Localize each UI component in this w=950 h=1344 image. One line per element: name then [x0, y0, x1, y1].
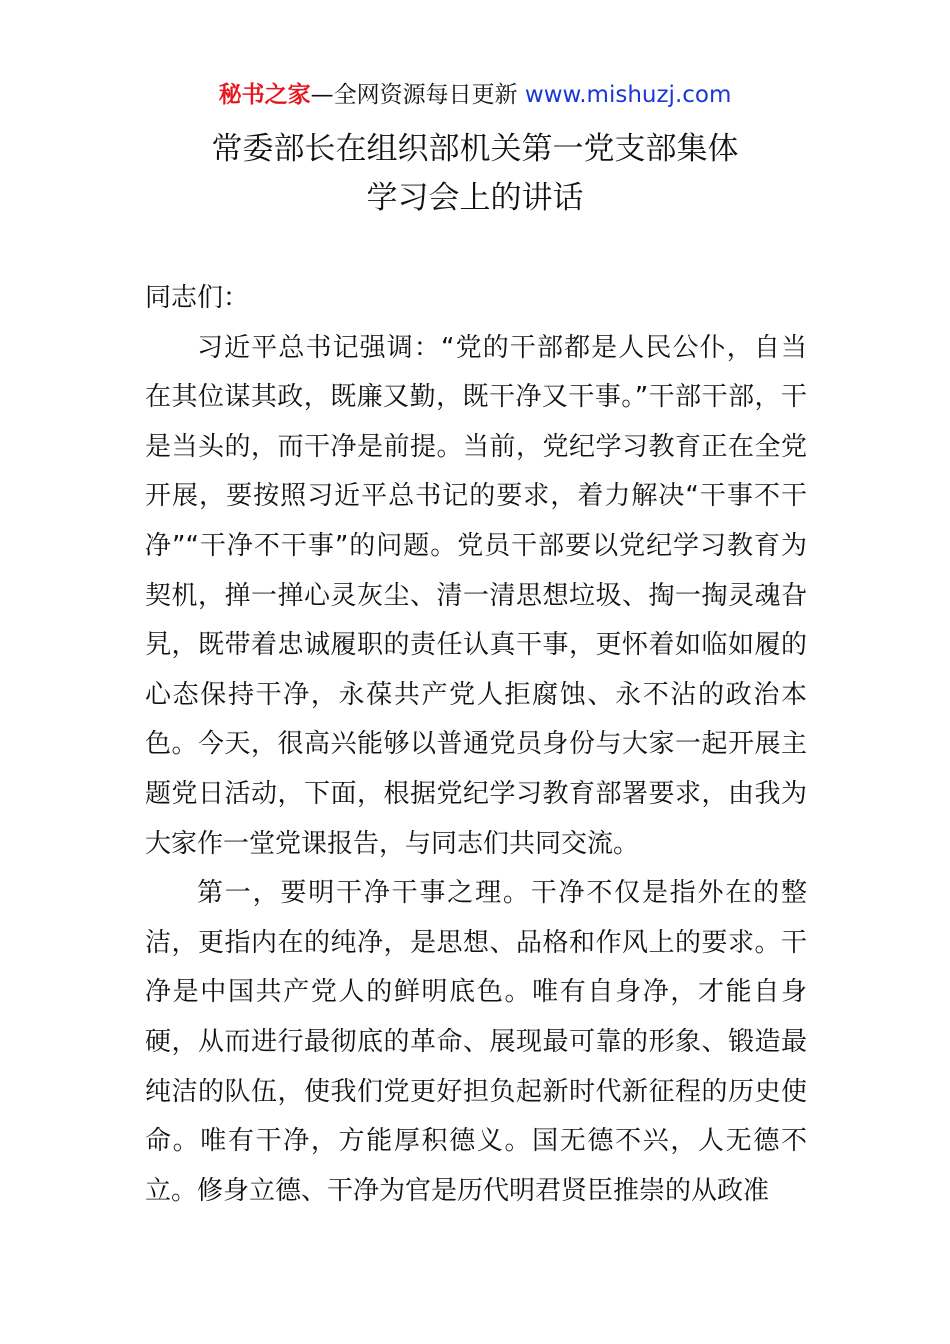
document-body: [145, 274, 807, 1216]
brand-name: 秘书之家: [218, 82, 311, 108]
header-tagline: —全网资源每日更新: [310, 82, 518, 108]
document-title-line-2: 学习会上的讲话: [366, 180, 584, 216]
site-url-link[interactable]: www.mishuzj.com: [524, 82, 732, 108]
paragraph: 第一，要明干净干事之理。干净不仅是指外在的整洁，更指内在的纯净，是思想、品格和作风上的要求。干净是中国共产党人的鲜明底色。唯有自身净，才能自身硬，从而进行最彻底的革命、展现最可靠的形象、锻造最纯洁的队伍，使我们党更好担负起新时代新征程的历史使命。唯有干净，方能厚积德义。国无德不兴，人无德不立。修身立德、干净为官是历代明君贤臣推崇的从政准: [145, 878, 807, 1206]
salutation: 同志们：: [145, 283, 250, 313]
site-header: [0, 78, 950, 112]
document-title-line-1: 常委部长在组织部机关第一党支部集体: [211, 131, 739, 167]
paragraph: 习近平总书记强调：“党的干部都是人民公仆，自当在其位谋其政，既廉又勤，既干净又干事。”干部干部，干是当头的，而干净是前提。当前，党纪学习教育正在全党开展，要按照习近平总书记的要求，着力解决“干事不干净”“干净不干事”的问题。党员干部要以党纪学习教育为契机，掸一掸心灵灰尘、清一清思想垃圾、掏一掏灵魂旮旯，既带着忠诚履职的责任认真干事，更怀着如临如履的心态保持干净，永葆共产党人拒腐蚀、永不沾的政治本色。今天，很高兴能够以普通党员身份与大家一起开展主题党日活动，下面，根据党纪学习教育部署要求，由我为大家作一堂党课报告，与同志们共同交流。: [145, 332, 807, 859]
